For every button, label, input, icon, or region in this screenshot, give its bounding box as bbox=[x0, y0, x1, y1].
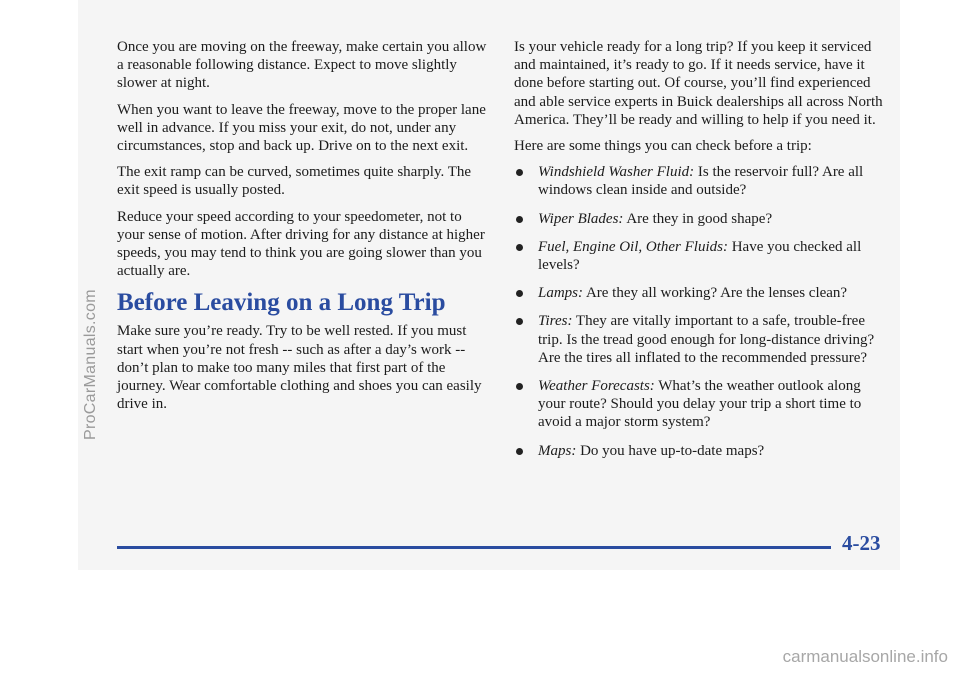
bullet-icon bbox=[516, 169, 523, 176]
paragraph-vehicle-ready: Is your vehicle ready for a long trip? If you keep it serviced and maintained, it’s ready to go. If it needs service, have it done before starting out. Of course, you’ll find experienced and able service experts in Buick dealerships all across North America. They’ll be ready and willing to help if you need it. bbox=[514, 39, 883, 128]
list-item-text: They are vitally important to a safe, trouble-free trip. Is the tread good enough for long-distance driving? Are the tires all inflated to the recommended pressure? bbox=[538, 313, 875, 366]
paragraph-following-distance: Once you are moving on the freeway, make certain you allow a reasonable following distance. Expect to move slightly slower at night. bbox=[117, 39, 487, 92]
bottom-watermark: carmanualsonline.info bbox=[782, 647, 948, 666]
bullet-icon bbox=[516, 318, 523, 325]
trip-checklist bbox=[514, 163, 886, 460]
list-item-term: Lamps: bbox=[538, 285, 584, 302]
bullet-icon bbox=[516, 383, 523, 390]
bullet-icon bbox=[516, 448, 523, 455]
paragraph-exit-ramp: The exit ramp can be curved, sometimes quite sharply. The exit speed is usually posted. bbox=[117, 164, 472, 199]
list-item-term: Fuel, Engine Oil, Other Fluids: bbox=[538, 238, 728, 255]
list-item-term: Wiper Blades: bbox=[538, 210, 624, 227]
list-item-text: Have you checked all levels? bbox=[538, 238, 862, 274]
paragraph-be-ready: Make sure you’re ready. Try to be well rested. If you must start when you’re not fresh -- such as after a day’s work -- don’t plan to make too many miles that first part of the journey. Wear comfortable clothing and shoes you can easily drive in. bbox=[117, 323, 482, 413]
list-item-text: Are they all working? Are the lenses clean? bbox=[583, 285, 848, 302]
bullet-icon bbox=[516, 216, 523, 223]
bullet-icon bbox=[516, 290, 523, 297]
checklist-lead: Here are some things you can check before a trip: bbox=[514, 138, 812, 155]
side-watermark-text: ProCarManuals.com bbox=[82, 289, 99, 440]
list-item-text: Are they in good shape? bbox=[623, 210, 773, 227]
paragraph-leaving-freeway: When you want to leave the freeway, move to the proper lane well in advance. If you miss your exit, do not, under any circumstances, stop and back up. Drive on to the next exit. bbox=[117, 101, 486, 155]
list-item-text: Is the reservoir full? Are all windows clean inside and outside? bbox=[538, 164, 864, 199]
list-item-text: Do you have up-to-date maps? bbox=[576, 442, 765, 459]
list-item bbox=[514, 442, 886, 460]
list-item bbox=[514, 163, 886, 199]
paragraph-reduce-speed: Reduce your speed according to your speedometer, not to your sense of motion. After driving for any distance at higher speeds, you may tend to think you are going slower than you actually are. bbox=[117, 208, 485, 280]
right-column bbox=[514, 38, 886, 470]
list-item bbox=[514, 377, 886, 432]
list-item bbox=[514, 238, 886, 274]
list-item-term: Weather Forecasts: bbox=[538, 378, 655, 395]
list-item-text: What’s the weather outlook along your route? Should you delay your trip a short time to avoid a major storm system? bbox=[538, 378, 862, 431]
section-heading: Before Leaving on a Long Trip bbox=[117, 289, 446, 317]
list-item bbox=[514, 284, 886, 302]
bullet-icon bbox=[516, 244, 523, 251]
list-item bbox=[514, 210, 886, 228]
list-item-term: Maps: bbox=[538, 442, 577, 459]
footer-rule bbox=[117, 546, 831, 549]
page-number: 4-23 bbox=[842, 531, 881, 555]
list-item bbox=[514, 312, 886, 367]
left-column bbox=[117, 38, 492, 421]
list-item-term: Tires: bbox=[538, 313, 573, 330]
list-item-term: Windshield Washer Fluid: bbox=[538, 164, 695, 181]
